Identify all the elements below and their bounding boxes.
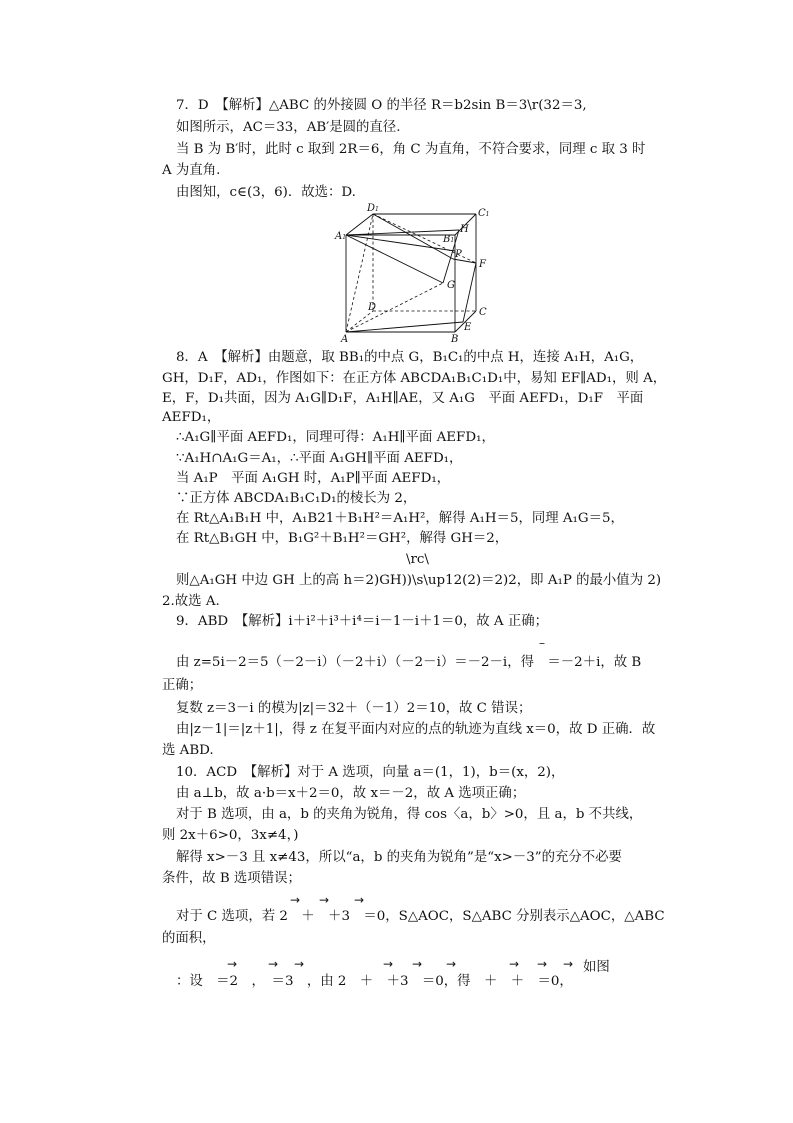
label-c1: C1	[478, 208, 490, 219]
vector-arrow: →	[537, 957, 548, 971]
line-8-7: 当 A₁P 平面 A₁GH 时，A₁P∥平面 AEFD₁，	[176, 471, 451, 486]
line-7-1: 7．D 【解析】△ABC 的外接圆 O 的半径 R＝b2sin B＝3\r(32＝3,	[176, 98, 587, 113]
label-g: G	[447, 280, 455, 291]
line-7-2: 如图所示，AC＝33，AB′是圆的直径.	[176, 120, 401, 135]
line-8-3: E，F，D₁共面，因为 A₁G∥D₁F，A₁H∥AE，又 A₁G 平面 AEFD₁，D₁F 平面	[162, 391, 644, 406]
line-8-5: ∴A₁G∥平面 AEFD₁，同理可得：A₁H∥平面 AEFD₁，	[176, 430, 495, 445]
line-8-6: ∵A₁H∩A₁G＝A₁，∴平面 A₁GH∥平面 AEFD₁，	[176, 451, 463, 466]
line-8-1: 8．A 【解析】由题意，取 BB₁的中点 G，B₁C₁的中点 H，连接 A₁H，A₁G，	[176, 350, 644, 365]
vector-arrow: →	[446, 957, 457, 971]
line-8-10: 在 Rt△B₁GH 中，B₁G²＋B₁H²＝GH²，解得 GH＝2，	[176, 531, 509, 546]
line-7-3: 当 B 为 B′时，此时 c 取到 2R＝6，角 C 为直角，不符合要求，同理 c 取 3 时	[176, 142, 646, 157]
label-a: A	[341, 334, 349, 343]
line-9-4: 复数 z＝3－i 的模为|z|＝32＋（－1）2＝10，故 C 错误；	[176, 701, 532, 716]
line-9-1: 9．ABD 【解析】i＋i²＋i³＋i⁴＝i－1－i＋1＝0，故 A 正确；	[176, 614, 549, 629]
label-c: C	[479, 307, 487, 318]
line-10-9: 如图	[583, 960, 610, 975]
cube-figure	[333, 201, 493, 343]
vector-arrow: →	[354, 893, 365, 907]
line-8-4: AEFD₁，	[162, 410, 221, 425]
label-b: B	[451, 334, 459, 343]
label-a1: A1	[335, 231, 347, 242]
vector-arrow: →	[290, 893, 301, 907]
vector-arrow: →	[268, 957, 279, 971]
vector-arrows-row-2	[0, 958, 793, 970]
conjugate-bar: –	[539, 636, 545, 650]
edge-a1-d1	[346, 214, 373, 235]
line-10-7: 对于 C 选项，若 2 ＋ ＋3 ＝0，S△AOC，S△ABC 分别表示△AOC，△ABC	[176, 909, 665, 924]
line-10-1: 10．ACD 【解析】对于 A 选项，向量 a＝(1，1)，b＝(x，2)，	[176, 765, 565, 780]
line-7-5: 由图知，c∈(3，6)．故选：D.	[176, 185, 356, 200]
line-9-5: 由|z－1|＝|z＋1|，得 z 在复平面内对应的点的轨迹为直线 x＝0，故 D 正确．故	[176, 722, 656, 737]
label-f: F	[479, 259, 486, 270]
line-8-9: 在 Rt△A₁B₁H 中，A₁B21＋B₁H²＝A₁H²，解得 A₁H＝5，同理 A₁G＝5，	[176, 511, 624, 526]
line-10-10: ：设 ＝2 ， ＝3 ，由 2 ＋ ＋3 ＝0，得 ＋ ＋ ＝0，	[176, 974, 573, 989]
vector-arrows-row-1	[0, 894, 793, 906]
line-10-4: 则 2x＋6>0，3x≠4，)	[162, 828, 299, 843]
line-8-2: GH，D₁F，AD₁，作图如下：在正方体 ABCDA₁B₁C₁D₁中，易知 EF∥AD₁，则 A，	[162, 371, 667, 386]
line-9-6: 选 ABD.	[162, 743, 214, 758]
vector-arrow: →	[227, 957, 238, 971]
vector-arrow: →	[294, 957, 305, 971]
line-9-2: 由 z=5i－2＝5（－2－i）（－2＋i）（－2－i）＝－2－i，得 ＝－2＋i，故 B	[176, 655, 642, 670]
line-8-12: 则△A₁GH 中边 GH 上的高 h＝2)GH))\s\up12(2)＝2)2，即 A₁P 的最小值为 2)	[176, 573, 662, 588]
line-10-2: 由 a⊥b，故 a·b＝x＋2＝0，故 x＝－2，故 A 选项正确；	[176, 786, 526, 801]
label-p: P	[455, 249, 462, 260]
line-8-13: 2.故选 A.	[162, 594, 220, 609]
line-7-4: A 为直角.	[162, 163, 221, 178]
vector-arrow: →	[319, 893, 330, 907]
line-8-11: \rc\	[406, 552, 429, 567]
vector-arrow: →	[509, 957, 520, 971]
line-10-8: 的面积，	[162, 931, 216, 946]
vector-arrow: →	[383, 957, 394, 971]
label-e: E	[464, 322, 472, 333]
vector-arrow: →	[563, 957, 574, 971]
line-10-3: 对于 B 选项，由 a，b 的夹角为锐角，得 cos〈a，b〉>0，且 a，b 不共线，	[176, 807, 643, 822]
line-9-3: 正确；	[162, 678, 203, 693]
line-8-8: ∵正方体 ABCDA₁B₁C₁D₁的棱长为 2，	[176, 491, 417, 506]
vector-arrow: →	[412, 957, 423, 971]
line-d1-p	[373, 214, 453, 259]
line-10-5: 解得 x>－3 且 x≠43，所以“a，b 的夹角为锐角”是“x>－3”的充分不必要	[176, 850, 622, 865]
label-h: H	[460, 224, 469, 235]
label-d1: D1	[367, 203, 379, 214]
label-b1: B1	[443, 234, 455, 245]
line-10-6: 条件，故 B 选项错误；	[162, 871, 301, 886]
label-d: D	[368, 302, 377, 313]
